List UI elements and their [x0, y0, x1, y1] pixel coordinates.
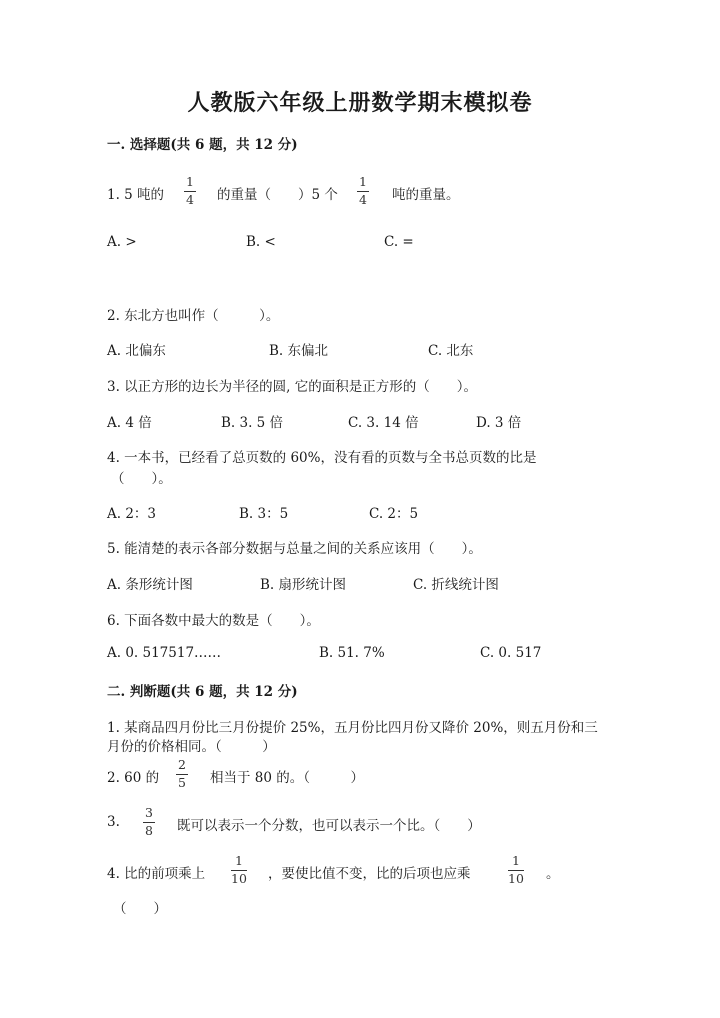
- q1-text-part1: 1. 5 吨的: [107, 187, 165, 203]
- q3-option-b[interactable]: B. 3. 5 倍: [221, 415, 284, 431]
- j2-text-part1: 2. 60 的: [107, 770, 160, 786]
- q4-option-b[interactable]: B. 3：5: [239, 506, 289, 522]
- j3-fraction-denominator: 8: [145, 822, 153, 838]
- q5-option-a[interactable]: A. 条形统计图: [107, 577, 193, 593]
- section-heading-judgment: 二. 判断题(共 6 题，共 12 分): [107, 684, 298, 700]
- j4-fraction-1-numerator: 1: [234, 853, 243, 868]
- q1-fraction-1: [184, 176, 196, 206]
- j4-text-part3: 。: [546, 866, 560, 882]
- q2-text: 2. 东北方也叫作（ ）。: [107, 308, 280, 324]
- j3-fraction-numerator: 3: [145, 805, 153, 820]
- q1-fraction-2-numerator: 1: [359, 174, 367, 189]
- j4-text-part1: 4. 比的前项乘上: [107, 866, 206, 882]
- j4-fraction-2-numerator: 1: [511, 853, 520, 868]
- q3-option-c[interactable]: C. 3. 14 倍: [348, 415, 419, 431]
- q4-option-a[interactable]: A. 2：3: [107, 506, 157, 522]
- q5-option-b[interactable]: B. 扇形统计图: [260, 577, 347, 593]
- j1-text-cont: 月份的价格相同。（ ）: [107, 739, 276, 755]
- j1-text: 1. 某商品四月份比三月份提价 25%，五月份比四月份又降价 20%，则五月份和三: [107, 720, 598, 736]
- j4-fraction-1: [231, 855, 247, 885]
- j3-text-part1: 3.: [107, 814, 120, 830]
- q1-fraction-2: [357, 176, 369, 206]
- q1-fraction-1-denominator: 4: [186, 191, 194, 207]
- j4-text-cont: （ ）: [113, 901, 167, 917]
- j3-fraction: [143, 807, 155, 837]
- q1-fraction-1-numerator: 1: [186, 174, 194, 189]
- section-heading-choice: 一. 选择题(共 6 题，共 12 分): [107, 137, 298, 153]
- q6-option-c[interactable]: C. 0. 517: [480, 645, 542, 661]
- q1-option-c[interactable]: C. =: [384, 234, 414, 250]
- q3-option-d[interactable]: D. 3 倍: [476, 415, 522, 431]
- q2-option-a[interactable]: A. 北偏东: [107, 343, 166, 359]
- q4-text: 4. 一本书，已经看了总页数的 60%，没有看的页数与全书总页数的比是: [107, 450, 537, 466]
- j2-text-part2: 相当于 80 的。（ ）: [210, 770, 365, 786]
- q5-option-c[interactable]: C. 折线统计图: [413, 577, 499, 593]
- q6-text: 6. 下面各数中最大的数是（ ）。: [107, 613, 320, 629]
- q1-option-b[interactable]: B. <: [246, 234, 276, 250]
- q3-option-a[interactable]: A. 4 倍: [107, 415, 152, 431]
- q1-text-part3: 吨的重量。: [392, 187, 460, 203]
- q2-option-c[interactable]: C. 北东: [428, 343, 474, 359]
- q5-text: 5. 能清楚的表示各部分数据与总量之间的关系应该用（ ）。: [107, 541, 482, 557]
- j4-fraction-1-denominator: 10: [231, 870, 247, 886]
- q3-text: 3. 以正方形的边长为半径的圆, 它的面积是正方形的（ ）。: [107, 379, 478, 395]
- j3-text-part2: 既可以表示一个分数，也可以表示一个比。（ ）: [177, 818, 481, 834]
- j4-fraction-2: [508, 855, 524, 885]
- page-title: 人教版六年级上册数学期末模拟卷: [187, 90, 533, 116]
- q1-option-a[interactable]: A. >: [107, 234, 137, 250]
- q1-fraction-2-denominator: 4: [359, 191, 367, 207]
- j4-fraction-2-denominator: 10: [508, 870, 524, 886]
- j2-fraction-numerator: 2: [178, 757, 186, 772]
- q4-text-cont: （ ）。: [111, 471, 172, 487]
- q6-option-b[interactable]: B. 51. 7%: [319, 645, 385, 661]
- q2-option-b[interactable]: B. 东偏北: [269, 343, 329, 359]
- j4-text-part2: ，要使比值不变，比的后项也应乘: [268, 866, 471, 882]
- q1-text-part2: 的重量（ ）5 个: [217, 187, 338, 203]
- q4-option-c[interactable]: C. 2：5: [369, 506, 419, 522]
- q6-option-a[interactable]: A. 0. 517517……: [107, 645, 222, 661]
- j2-fraction-denominator: 5: [178, 774, 186, 790]
- j2-fraction: [176, 759, 188, 789]
